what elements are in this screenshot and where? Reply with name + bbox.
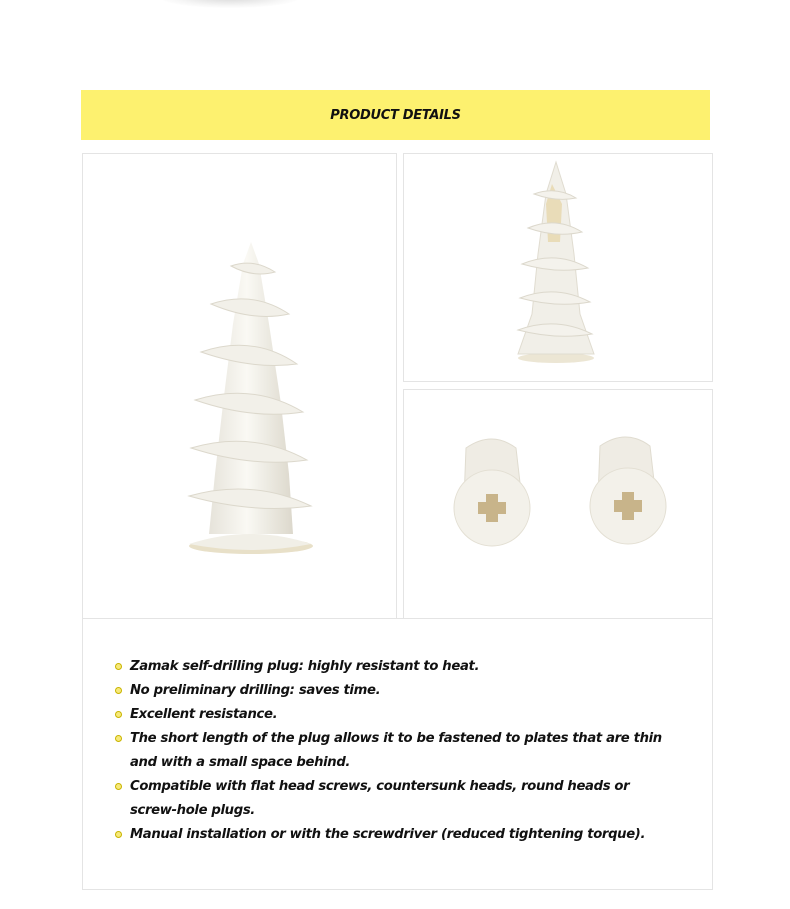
plug-slot-illustration: [404, 154, 714, 383]
top-product-shadow: [160, 0, 300, 8]
product-details-banner: [81, 90, 710, 140]
feature-item: Excellent resistance.: [112, 703, 662, 727]
bullet-icon: [115, 711, 122, 718]
bullet-icon: [115, 687, 122, 694]
bullet-icon: [115, 735, 122, 742]
bullet-icon: [115, 783, 122, 790]
image-plug-slot-view: [403, 153, 713, 382]
feature-item: Manual installation or with the screwdriver (reduced tightening torque).: [112, 823, 662, 847]
bullet-icon: [115, 831, 122, 838]
image-plug-head-view: [403, 389, 713, 619]
feature-item: No preliminary drilling: saves time.: [112, 679, 662, 703]
image-plug-side-view: [82, 153, 397, 619]
feature-item: The short length of the plug allows it to be fastened to plates that are thin and with a small space behind.: [112, 727, 662, 775]
plug-heads-illustration: [404, 390, 714, 620]
plug-side-illustration: [83, 154, 398, 620]
section-title: PRODUCT DETAILS: [330, 107, 461, 123]
feature-list: [112, 655, 662, 847]
bullet-icon: [115, 663, 122, 670]
feature-item: Zamak self-drilling plug: highly resistant to heat.: [112, 655, 662, 679]
feature-item: Compatible with flat head screws, countersunk heads, round heads or screw-hole plugs.: [112, 775, 662, 823]
